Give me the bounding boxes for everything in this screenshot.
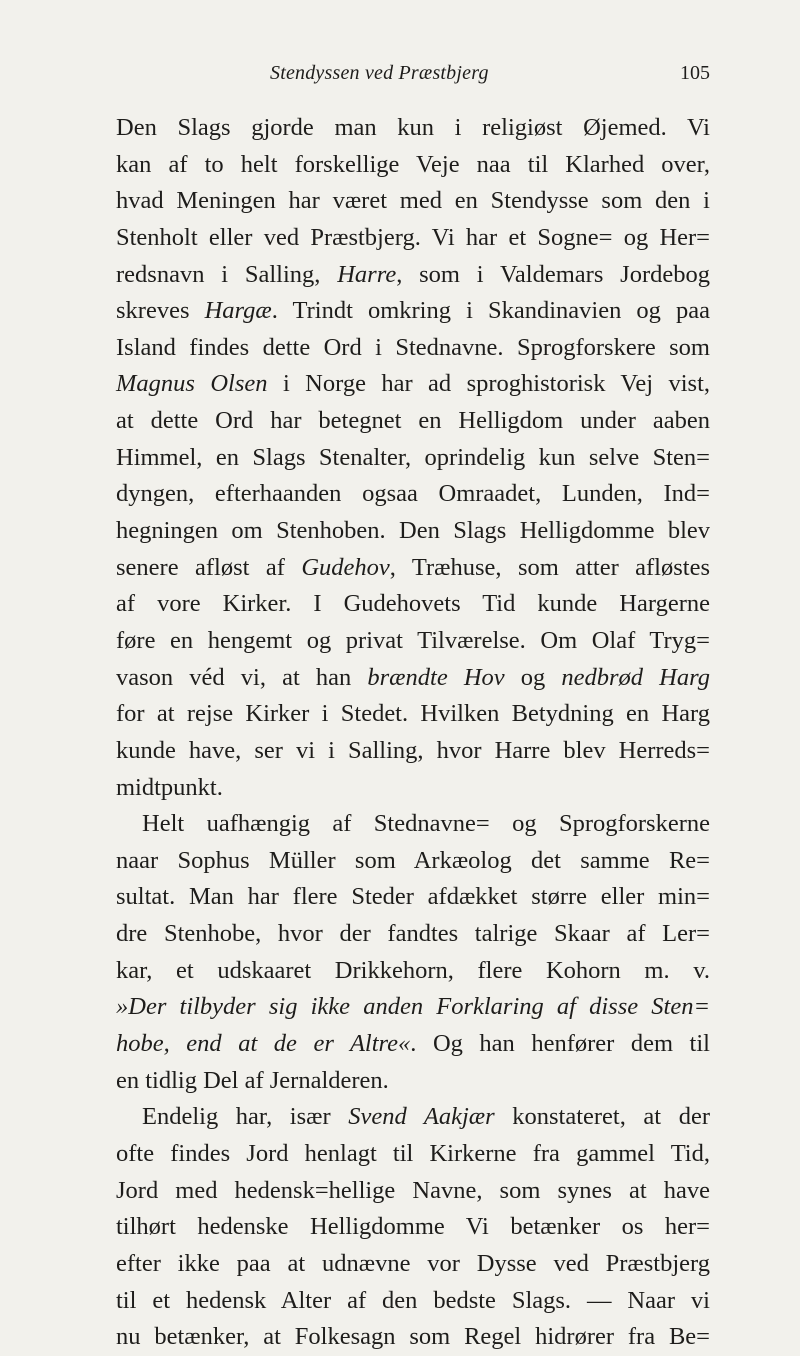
text-line: hvad Meningen har været med en Stendysse som den i [116,187,710,215]
italic-run: Magnus Olsen [116,370,268,398]
text-line: dyngen, efterhaanden ogsaa Omraadet, Lunden, Ind= [116,480,710,508]
text-line: føre en hengemt og privat Tilværelse. Om Olaf Tryg= [116,626,710,654]
page-number: 105 [680,62,710,84]
text-run: . Trindt omkring i Skandinavien og paa [271,297,710,325]
italic-run: nedbrød Harg [561,663,710,691]
text-line [116,989,710,1026]
text-run: skreves [116,297,205,325]
text-line: Jord med hedensk=hellige Navne, som synes at have [116,1176,710,1204]
text-line [116,366,710,403]
text-run: senere afløst af [116,553,302,581]
text-run: , Træhuse, som atter afløstes [389,553,710,581]
text-run: konstateret, at der [494,1103,710,1131]
text-run: vason véd vi, at han [116,663,368,691]
text-line: kar, et udskaaret Drikkehorn, flere Kohorn m. v. [116,956,710,984]
text-run: Endelig har, især [142,1103,349,1131]
text-line: kan af to helt forskellige Veje naa til Klarhed over, [116,150,710,178]
text-run: . Og han henfører dem til [410,1030,710,1058]
text-line [116,257,710,294]
italic-run: Harre [337,260,397,288]
italic-run: »Der tilbyder sig ikke anden Forklaring af disse Sten= [116,993,710,1021]
text-line: Island findes dette Ord i Stednavne. Sprogforskere som [116,333,710,361]
text-line: en tidlig Del af Jernalderen. [116,1066,389,1094]
text-line: tilhørt hedenske Helligdomme Vi betænker os her= [116,1213,710,1241]
text-line: hegningen om Stenhoben. Den Slags Helligdomme blev [116,517,710,545]
text-line: nu betænker, at Folkesagn som Regel hidrører fra Be= [116,1323,710,1351]
text-line: af vore Kirker. I Gudehovets Tid kunde Hargerne [116,590,710,618]
text-line: midtpunkt. [116,773,223,801]
text-line: Himmel, en Slags Stenalter, oprindelig kun selve Sten= [116,443,710,471]
text-line [116,550,710,587]
text-line: efter ikke paa at udnævne vor Dysse ved Præstbjerg [116,1249,710,1277]
italic-run: brændte Hov [367,663,505,691]
text-run: , som i Valdemars Jordebog [396,260,710,288]
paragraph-first-line [116,1099,710,1136]
text-line: for at rejse Kirker i Stedet. Hvilken Betydning en Harg [116,700,710,728]
page-header [116,62,710,92]
text-line: Den Slags gjorde man kun i religiøst Øjemed. Vi [116,114,710,141]
text-line: sultat. Man har flere Steder afdækket større eller min= [116,883,710,911]
italic-run: Hargæ [204,297,272,325]
running-title: Stendyssen ved Præstbjerg [270,62,489,84]
text-line: Stenholt eller ved Præstbjerg. Vi har et Sogne= og Her= [116,223,710,251]
text-line: kunde have, ser vi i Salling, hvor Harre blev Herreds= [116,736,710,764]
text-line: ofte findes Jord henlagt til Kirkerne fra gammel Tid, [116,1139,710,1167]
text-line: til et hedensk Alter af den bedste Slags. — Naar vi [116,1286,710,1314]
text-line [116,293,710,330]
italic-run: Gudehov [301,553,390,581]
text-run: og [504,663,562,691]
body-text [116,110,710,1356]
text-line: dre Stenhobe, hvor der fandtes talrige Skaar af Ler= [116,920,710,948]
text-run: redsnavn i Salling, [116,260,338,288]
text-run: i Norge har ad sproghistorisk Vej vist, [267,370,711,398]
italic-run: hobe, end at de er Altre« [116,1030,411,1058]
text-line: at dette Ord har betegnet en Helligdom under aaben [116,407,710,435]
text-line: naar Sophus Müller som Arkæolog det samme Re= [116,846,710,874]
text-line [116,1026,710,1063]
text-line [116,660,710,697]
paragraph-first-line: Helt uafhængig af Stednavne= og Sprogforskerne [142,810,710,838]
italic-run: Svend Aakjær [348,1103,495,1131]
